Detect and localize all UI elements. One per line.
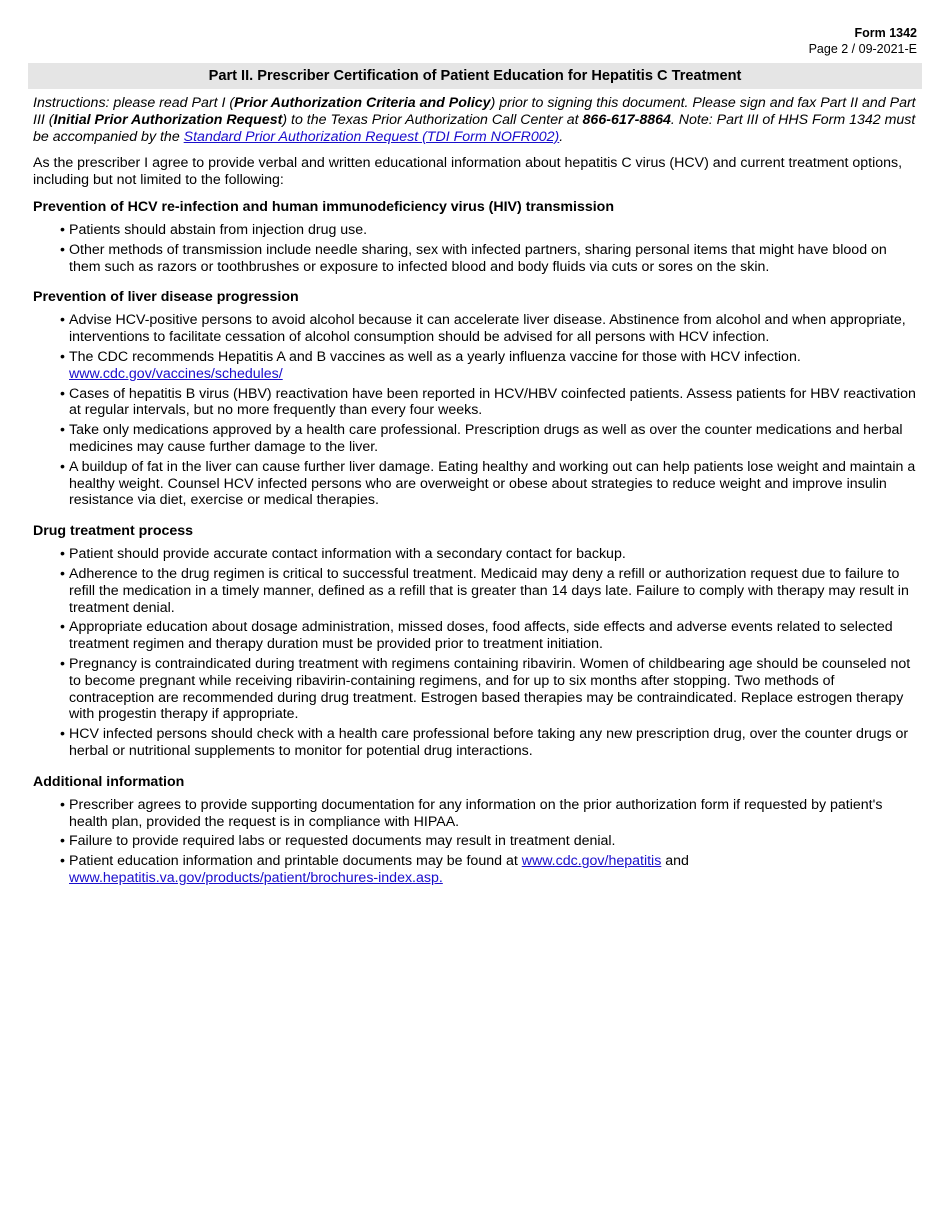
resource-link[interactable]: www.cdc.gov/vaccines/schedules/ xyxy=(69,365,283,382)
phone-number: 866-617-8864 xyxy=(582,111,671,128)
bullet-list xyxy=(33,546,919,760)
list-item xyxy=(60,853,919,887)
instructions xyxy=(33,95,919,145)
list-item xyxy=(60,222,919,239)
list-item-text: HCV infected persons should check with a health care professional before taking any new prescription drug, over the counter drugs or herbal or nutritional supplements to monitor for potential drug interactions. xyxy=(69,726,909,759)
list-item xyxy=(60,546,919,563)
instructions-bold: Prior Authorization Criteria and Policy xyxy=(234,95,491,111)
list-item-text: Take only medications approved by a health care professional. Prescription drugs as well as over the counter medications and herbal medicines may cause further damage to the liver. xyxy=(69,422,903,455)
instructions-text: . Note: Part III of HHS Form 1342 must be accompanied by the xyxy=(33,111,916,145)
list-item xyxy=(60,833,919,850)
list-item xyxy=(60,386,919,420)
intro-paragraph: As the prescriber I agree to provide verbal and written educational information about hepatitis C virus (HCV) and current treatment options, including but not limited to the following: xyxy=(33,155,903,189)
list-item xyxy=(60,312,919,346)
resource-link[interactable]: www.cdc.gov/hepatitis xyxy=(521,853,662,870)
list-item-text: The CDC recommends Hepatitis A and B vaccines as well as a yearly influenza vaccine for those with HCV infection. xyxy=(69,348,801,365)
list-item xyxy=(60,656,919,723)
list-item-text: Pregnancy is contraindicated during treatment with regimens containing ribavirin. Women of childbearing age should be counseled not to become pregnant while receiving ribavirin-containing regimens, and for up to six months after stopping. Two methods of contraception are recommended during drug treatment. Estrogen based therapies may be contraindicated. Replace estrogen therapy with progestin therapy if appropriate. xyxy=(69,655,911,723)
list-item-text: Patient education information and printable documents may be found at xyxy=(69,853,522,870)
page-info: Page 2 / 09-2021-E xyxy=(808,42,917,56)
section-prevention-liver xyxy=(33,289,919,509)
list-item-text: Adherence to the drug regimen is critical to successful treatment. Medicaid may deny a refill or authorization request due to failure to refill the medication in a timely manner, defined as a refill that is greater than 14 days late. Failure to comply with therapy may result in treatment denial. xyxy=(69,565,909,616)
list-item xyxy=(60,566,919,616)
list-item xyxy=(60,797,919,831)
section-heading: Prevention of liver disease progression xyxy=(33,289,299,306)
instructions-bold: Initial Prior Authorization Request xyxy=(53,111,283,128)
list-item-text: and xyxy=(661,853,689,870)
sections xyxy=(33,199,919,887)
section-heading: Prevention of HCV re-infection and human immunodeficiency virus (HIV) transmission xyxy=(33,198,614,215)
content xyxy=(33,95,919,890)
list-item-text: Cases of hepatitis B virus (HBV) reactivation have been reported in HCV/HBV coinfected patients. Assess patients for HBV reactivation at regular intervals, but no more frequently than every four weeks. xyxy=(69,385,916,419)
list-item-text: Failure to provide required labs or requested documents may result in treatment denial. xyxy=(69,833,616,850)
instructions-text: ) prior to signing this document. Please sign and fax Part II and Part III ( xyxy=(33,95,916,128)
form-header xyxy=(809,25,917,57)
instructions-text: Instructions: please read Part I ( xyxy=(33,95,235,111)
page-title: Part II. Prescriber Certification of Patient Education for Hepatitis C Treatment xyxy=(28,63,922,89)
list-item xyxy=(60,242,919,276)
section-heading: Drug treatment process xyxy=(33,523,194,540)
instructions-text: ) to the Texas Prior Authorization Call Center at xyxy=(282,111,583,128)
list-item xyxy=(60,422,919,456)
section-drug-treatment xyxy=(33,523,919,760)
tdi-form-link[interactable]: Standard Prior Authorization Request (TDI Form NOFR002) xyxy=(183,128,560,145)
section-heading: Additional information xyxy=(33,773,185,790)
bullet-list xyxy=(33,222,919,275)
section-prevention-hcv-hiv xyxy=(33,199,919,275)
instructions-text: . xyxy=(559,128,564,145)
section-additional-info xyxy=(33,774,919,887)
list-item-text: Prescriber agrees to provide supporting documentation for any information on the prior authorization form if requested by patient's health plan, provided the request is in compliance with HIPAA. xyxy=(69,796,883,830)
list-item-text: Advise HCV-positive persons to avoid alcohol because it can accelerate liver disease. Abstinence from alcohol and when appropriate, interventions to facilitate cessation of alcohol consumption should be advised for all persons with HCV infection. xyxy=(69,312,906,346)
list-item-text: Appropriate education about dosage administration, missed doses, food affects, side effects and adverse events related to selected treatment regimen and therapy duration must be provided prior to treatment initiation. xyxy=(69,619,893,653)
resource-link[interactable]: www.hepatitis.va.gov/products/patient/brochures-index.asp. xyxy=(69,869,443,886)
list-item-text: Other methods of transmission include needle sharing, sex with infected partners, sharing personal items that might have blood on them such as razors or toothbrushes or exposure to infected blood and body fluids via cuts or sores on the skin. xyxy=(69,241,887,275)
bullet-list xyxy=(33,797,919,887)
list-item xyxy=(60,619,919,653)
list-item-text: A buildup of fat in the liver can cause further liver damage. Eating healthy and working out can help patients lose weight and maintain a healthy weight. Counsel HCV infected persons who are overweight or obese about strategies to reduce weight and improve insulin resistance via diet, exercise or medical therapies. xyxy=(69,458,916,509)
list-item xyxy=(60,726,919,760)
list-item-text: Patients should abstain from injection drug use. xyxy=(69,221,368,238)
bullet-list xyxy=(33,312,919,509)
form-number: Form 1342 xyxy=(854,26,917,40)
list-item-text: Patient should provide accurate contact information with a secondary contact for backup. xyxy=(69,546,626,563)
list-item xyxy=(60,459,919,509)
list-item xyxy=(60,349,919,383)
